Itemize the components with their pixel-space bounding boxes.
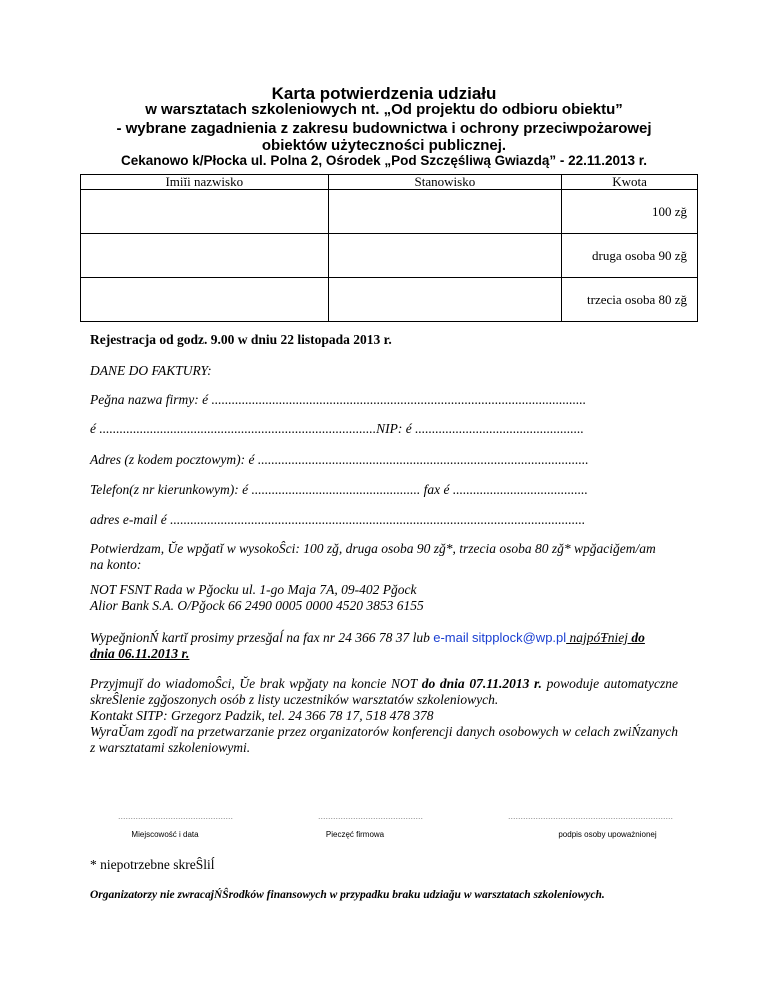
column-header-amount: Kwota [562,175,698,190]
registration-info: Rejestracja od godz. 9.00 w dniu 22 listopada 2013 r. [90,332,392,347]
signature-line-authorized: .................................................................. [508,811,674,821]
email-field[interactable]: adres e-mail é ........................................................................................................................... [90,512,586,527]
deadline-word: do [631,630,645,645]
page-title: Karta potwierdzenia udziału [271,84,497,103]
notice-text-cont: powoduje automatyczne skreŜlenie zgğoszonych osób z listy uczestników warsztatów szkoleniowych. [90,676,678,707]
label-company-stamp: Pieczęć firmowa [325,830,385,839]
workshop-title: w warsztatach szkoleniowych nt. „Od projektu do odbioru obiektu” [145,101,623,118]
name-cell[interactable] [81,234,329,278]
label-authorized-signature: podpis osoby upoważnionej [558,830,657,839]
payment-confirmation [90,541,678,573]
company-nip-field[interactable]: é ..................................................................................NIP: é .................................................. [90,421,584,436]
bank-address: NOT FSNT Rada w Pğocku ul. 1-go Maja 7A, 09-402 Pğock [90,582,417,597]
send-text: WypeğnionŃ kartĭ prosimy przesğaĺ na fax nr 24 366 78 37 lub [90,630,434,645]
send-card-instructions [90,630,678,662]
workshop-subtitle-cont: obiektów użyteczności publicznej. [261,137,507,154]
email-link[interactable]: sitpplock@wp.pl [472,630,567,645]
amount-cell: 100 zğ [562,190,698,234]
payment-line: Potwierdzam, Ŭe wpğatĭ w wysokoŜci: 100 zğ, druga osoba 90 zğ*, trzecia osoba 80 zğ* wpğaciğem/am [90,541,656,556]
notice-deadline: do dnia 07.11.2013 r. [421,676,542,691]
name-cell[interactable] [81,190,329,234]
deadline-date: dnia 06.11.2013 r. [90,646,190,661]
company-name-field[interactable]: Peğna nazwa firmy: é ............................................................................................................... [90,392,587,407]
registration-table [80,174,698,322]
address-field[interactable]: Adres (z kodem pocztowym): é .................................................................................................. [90,452,589,467]
notice-text: Przyjmujĭ do wiadomoŜci, Ŭe brak wpğaty na koncie NOT [90,676,422,691]
phone-fax-field[interactable]: Telefon(z nr kierunkowym): é .................................................. fax é ........................................ [90,482,588,497]
table-row [81,278,698,322]
email-label: e-mail [433,630,469,645]
workshop-subtitle: - wybrane zagadnienia z zakresu budownictwa i ochrony przeciwpożarowej [116,120,652,137]
data-consent: WyraŬam zgodĭ na przetwarzanie przez organizatorów konferencji danych osobowych w celach zwiŃzanych z warsztatami szkoleniowymi. [90,724,678,755]
table-row [81,190,698,234]
position-cell[interactable] [328,278,562,322]
payment-notice [90,676,678,708]
payment-line: na konto: [90,557,142,572]
contact-info: Kontakt SITP: Grzegorz Padzik, tel. 24 366 78 17, 518 478 378 [90,708,434,723]
signature-line-place-date: .............................................. [118,811,234,821]
table-header-row [81,175,698,190]
bank-details [90,582,678,614]
deadline-prefix: najpóŦniej [566,630,632,645]
bank-account: Alior Bank S.A. O/Pğock 66 2490 0005 0000 4520 3853 6155 [90,598,424,613]
label-place-date: Miejscowość i data [131,830,199,839]
venue-date: Cekanowo k/Płocka ul. Polna 2, Ośrodek „Pod Szczęśliwą Gwiazdą” - 22.11.2013 r. [121,153,647,168]
table-row [81,234,698,278]
footnote: * niepotrzebne skreŜliĺ [90,857,215,872]
column-header-name: Imiĭi nazwisko [81,175,329,190]
organizers-note: Organizatorzy nie zwracajŃŜrodków finansowych w przypadku braku udziağu w warsztatach szkoleniowych. [90,889,605,901]
position-cell[interactable] [328,190,562,234]
name-cell[interactable] [81,278,329,322]
position-cell[interactable] [328,234,562,278]
signature-line-stamp: .......................................... [318,811,424,821]
column-header-position: Stanowisko [328,175,562,190]
amount-cell: trzecia osoba 80 zğ [562,278,698,322]
amount-cell: druga osoba 90 zğ [562,234,698,278]
invoice-heading: DANE DO FAKTURY: [90,363,212,378]
